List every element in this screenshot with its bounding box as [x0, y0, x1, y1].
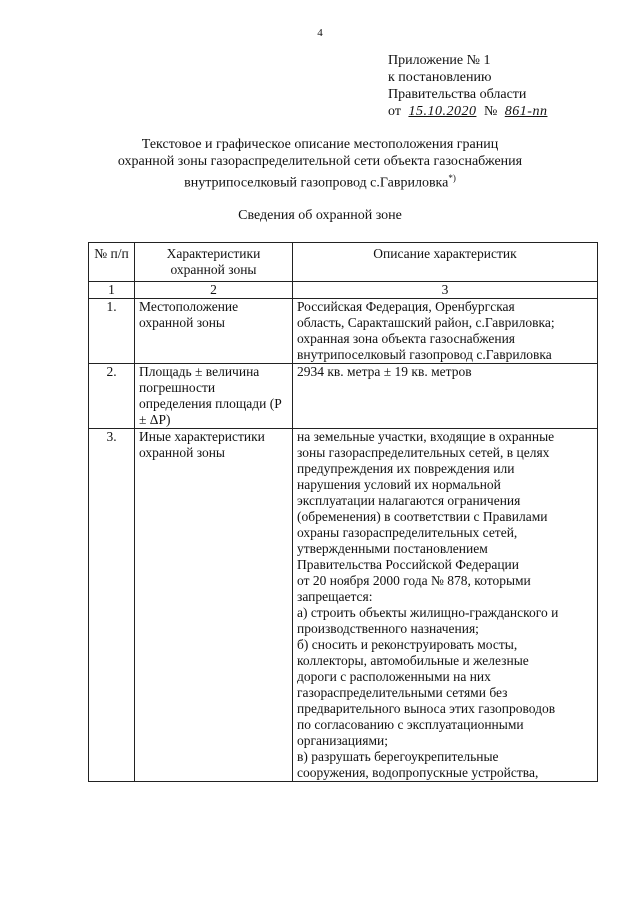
- description-line: запрещается:: [297, 589, 373, 604]
- title-line-2: охранной зоны газораспределительной сети объекта газоснабжения: [117, 154, 523, 169]
- description-line: дороги с расположенными на них: [297, 669, 491, 684]
- appendix-line-3: Правительства области: [388, 87, 527, 102]
- row-description: [293, 299, 598, 364]
- row-characteristic: Площадь ± величина погрешности определения площади (Р ± ΔР): [135, 364, 293, 429]
- row-number: 1.: [89, 299, 135, 364]
- appendix-block: [388, 52, 551, 120]
- description-line: утвержденными постановлением: [297, 541, 488, 556]
- row-number: 3.: [89, 429, 135, 782]
- table-column-number-row: [89, 282, 598, 299]
- handwritten-number: 861-пп: [504, 104, 548, 119]
- date-prefix: от: [388, 104, 401, 119]
- description-line: внутрипоселковый газопровод с.Гавриловка: [297, 347, 552, 362]
- description-line: Российская Федерация, Оренбургская: [297, 299, 515, 314]
- table-header-row: [89, 243, 598, 282]
- description-line: производственного назначения;: [297, 621, 479, 636]
- title-line-3-text: внутрипоселковый газопровод с.Гавриловка: [184, 175, 449, 191]
- document-title: [0, 136, 640, 192]
- row-characteristic: Местоположение охранной зоны: [135, 299, 293, 364]
- appendix-date-line: [388, 103, 551, 120]
- description-line: 2934 кв. метра ± 19 кв. метров: [297, 364, 472, 379]
- footnote-mark: *): [448, 173, 456, 183]
- description-line: от 20 ноября 2000 года № 878, которыми: [297, 573, 531, 588]
- title-line-3: [0, 170, 640, 192]
- description-line: по согласованию с эксплуатационными: [297, 717, 524, 732]
- description-line: охранная зона объекта газоснабжения: [297, 331, 516, 346]
- title-line-1: Текстовое и графическое описание местоположения границ: [141, 137, 499, 152]
- zone-table: [88, 242, 598, 782]
- description-line: в) разрушать берегоукрепительные: [297, 749, 499, 764]
- column-number: 3: [293, 282, 598, 299]
- table-row: [89, 364, 598, 429]
- row-characteristic: Иные характеристики охранной зоны: [135, 429, 293, 782]
- description-line: область, Саракташский район, с.Гавриловка;: [297, 315, 555, 330]
- description-line: газораспределительными сетями без: [297, 685, 508, 700]
- page-number: 4: [317, 27, 323, 39]
- description-line: б) сносить и реконструировать мосты,: [297, 637, 518, 652]
- handwritten-date: 15.10.2020: [408, 104, 477, 119]
- section-subtitle: Сведения об охранной зоне: [238, 208, 402, 223]
- number-prefix: №: [483, 104, 498, 119]
- description-line: коллекторы, автомобильные и железные: [297, 653, 529, 668]
- row-description: [293, 429, 598, 782]
- appendix-line-1: Приложение № 1: [388, 53, 491, 68]
- header-number: № п/п: [89, 243, 135, 282]
- description-line: предупреждения их повреждения или: [297, 461, 515, 476]
- table-row: [89, 429, 598, 782]
- description-line: зоны газораспределительных сетей, в целях: [297, 445, 550, 460]
- description-line: сооружения, водопропускные устройства,: [297, 765, 539, 780]
- header-characteristic: Характеристики охранной зоны: [135, 243, 293, 282]
- column-number: 2: [135, 282, 293, 299]
- description-line: организациями;: [297, 733, 388, 748]
- description-line: (обременения) в соответствии с Правилами: [297, 509, 548, 524]
- table-row: [89, 299, 598, 364]
- description-line: предварительного выноса этих газопроводов: [297, 701, 556, 716]
- description-line: нарушения условий их нормальной: [297, 477, 501, 492]
- appendix-line-2: к постановлению: [388, 70, 492, 85]
- description-line: на земельные участки, входящие в охранные: [297, 429, 555, 444]
- row-number: 2.: [89, 364, 135, 429]
- description-line: эксплуатации налагаются ограничения: [297, 493, 521, 508]
- description-line: охраны газораспределительных сетей,: [297, 525, 518, 540]
- description-line: Правительства Российской Федерации: [297, 557, 519, 572]
- description-line: а) строить объекты жилищно-гражданского и: [297, 605, 559, 620]
- row-description: [293, 364, 598, 429]
- header-description: Описание характеристик: [293, 243, 598, 282]
- column-number: 1: [89, 282, 135, 299]
